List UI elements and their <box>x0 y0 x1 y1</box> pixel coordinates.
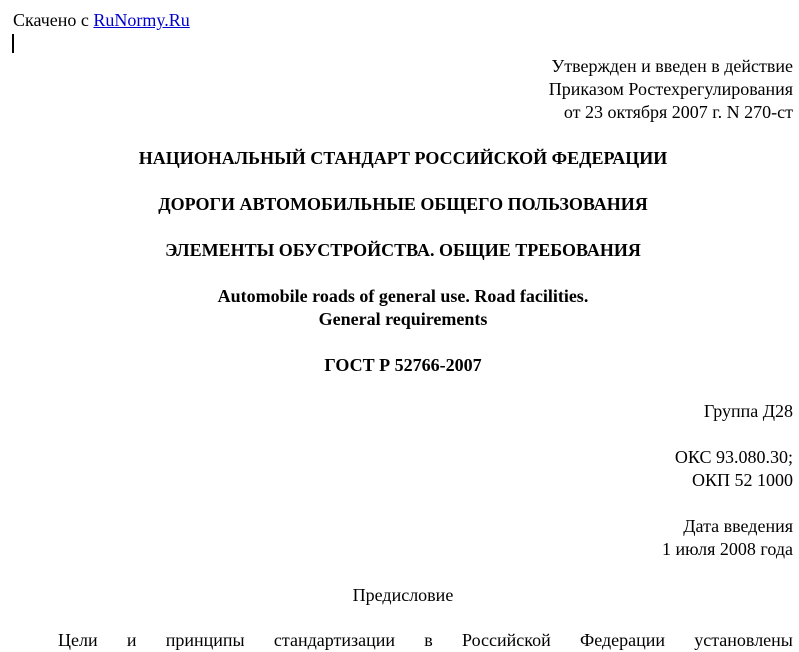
preface-word: Российской <box>462 630 551 650</box>
approval-line-1: Утвержден и введен в действие <box>551 56 793 76</box>
okp-code: ОКП 52 1000 <box>691 470 793 490</box>
gost-number: ГОСТ Р 52766-2007 <box>324 355 482 375</box>
source-note <box>13 9 190 32</box>
standard-title: НАЦИОНАЛЬНЫЙ СТАНДАРТ РОССИЙСКОЙ ФЕДЕРАЦИИ <box>138 148 668 168</box>
preface-heading: Предисловие <box>352 585 454 605</box>
intro-date-label: Дата введения <box>683 516 793 536</box>
preface-word: Федерации <box>579 630 665 650</box>
preface-word: стандартизации <box>273 630 395 650</box>
text-cursor <box>12 34 14 53</box>
group-code: Группа Д28 <box>703 401 793 421</box>
oks-code: ОКС 93.080.30; <box>674 447 793 467</box>
english-title-line-2: General requirements <box>318 309 488 329</box>
preface-word: в <box>424 630 433 650</box>
intro-date-value: 1 июля 2008 года <box>662 539 793 559</box>
document-title: ДОРОГИ АВТОМОБИЛЬНЫЕ ОБЩЕГО ПОЛЬЗОВАНИЯ <box>158 194 648 214</box>
preface-word: и <box>126 630 137 650</box>
approval-line-2: Приказом Ростехрегулирования <box>548 79 793 99</box>
preface-paragraph-line <box>58 629 793 652</box>
preface-word: принципы <box>165 630 245 650</box>
source-link[interactable]: RuNormy.Ru <box>93 10 190 30</box>
english-title-line-1: Automobile roads of general use. Road facilities. <box>217 286 589 306</box>
document-subtitle: ЭЛЕМЕНТЫ ОБУСТРОЙСТВА. ОБЩИЕ ТРЕБОВАНИЯ <box>165 240 641 260</box>
preface-word: Цели <box>58 630 98 650</box>
approval-line-3: от 23 октября 2007 г. N 270-ст <box>563 102 793 122</box>
source-prefix: Скачено с <box>13 10 94 30</box>
preface-word: установлены <box>694 630 793 650</box>
